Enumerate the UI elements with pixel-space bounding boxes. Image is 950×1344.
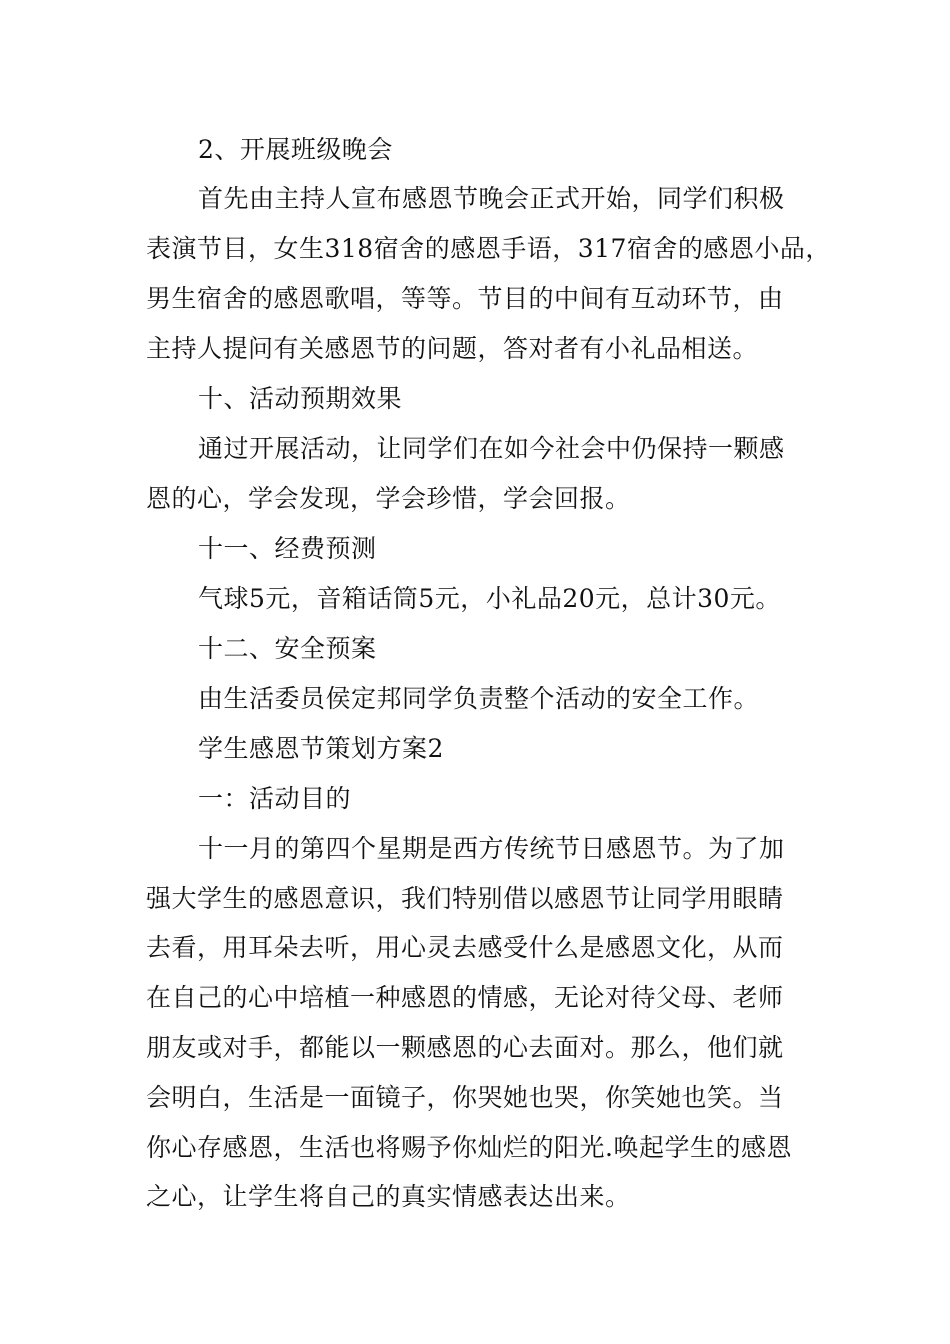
- paragraph-line: 朋友或对手，都能以一颗感恩的心去面对。那么，他们就: [146, 1033, 784, 1062]
- paragraph-line: 首先由主持人宣布感恩节晚会正式开始，同学们积极: [198, 184, 785, 213]
- section-heading-evening-party: 2、开展班级晚会: [198, 135, 393, 164]
- section-heading-budget: 十一、经费预测: [198, 534, 377, 563]
- paragraph-line: 恩的心，学会发现，学会珍惜，学会回报。: [146, 484, 631, 513]
- paragraph-line: 主持人提问有关感恩节的问题，答对者有小礼品相送。: [146, 334, 759, 363]
- paragraph-line: 十一月的第四个星期是西方传统节日感恩节。为了加: [198, 834, 785, 863]
- paragraph-line: 会明白，生活是一面镜子，你哭她也哭，你笑她也笑。当: [146, 1083, 784, 1112]
- paragraph-line: 通过开展活动，让同学们在如今社会中仍保持一颗感: [198, 434, 785, 463]
- paragraph-line: 气球5元，音箱话筒5元，小礼品20元，总计30元。: [198, 584, 781, 613]
- paragraph-line: 去看，用耳朵去听，用心灵去感受什么是感恩文化，从而: [146, 933, 784, 962]
- paragraph-line: 之心，让学生将自己的真实情感表达出来。: [146, 1182, 631, 1211]
- paragraph-line: 男生宿舍的感恩歌唱，等等。节目的中间有互动环节，由: [146, 284, 784, 313]
- paragraph-line: 由生活委员侯定邦同学负责整个活动的安全工作。: [198, 684, 760, 713]
- paragraph-line: 强大学生的感恩意识，我们特别借以感恩节让同学用眼睛: [146, 884, 784, 913]
- paragraph-line: 在自己的心中培植一种感恩的情感，无论对待父母、老师: [146, 983, 784, 1012]
- paragraph-line: 你心存感恩，生活也将赐予你灿烂的阳光.唤起学生的感恩: [146, 1133, 792, 1162]
- section-heading-expected-effect: 十、活动预期效果: [198, 384, 403, 413]
- section-heading-safety-plan: 十二、安全预案: [198, 634, 377, 663]
- plan-title: 学生感恩节策划方案2: [198, 734, 444, 763]
- paragraph-line: 表演节目，女生318宿舍的感恩手语，317宿舍的感恩小品，: [146, 234, 831, 263]
- section-heading-purpose: 一：活动目的: [198, 784, 352, 813]
